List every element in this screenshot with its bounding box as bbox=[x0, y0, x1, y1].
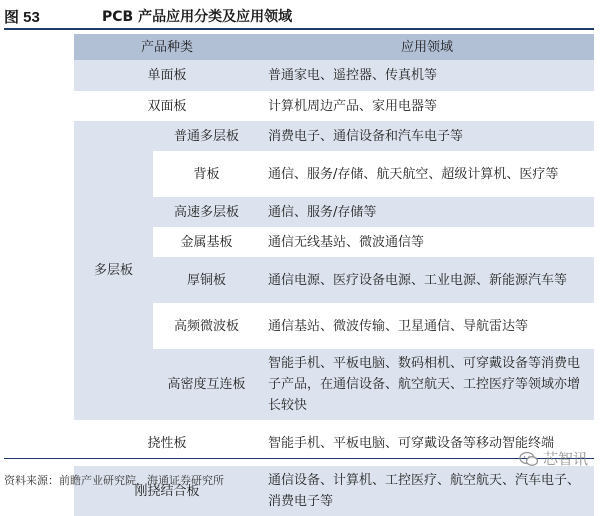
category-cell: 双面板 bbox=[74, 91, 260, 121]
category-cell: 普通多层板 bbox=[153, 121, 260, 151]
application-cell: 智能手机、平板电脑、数码相机、可穿戴设备等消费电子产品，在通信设备、航空航天、工控医疗等领域亦增长较快 bbox=[260, 349, 594, 420]
category-cell: 高密度互连板 bbox=[153, 349, 260, 420]
application-cell: 智能手机、平板电脑、可穿戴设备等移动智能终端 bbox=[260, 420, 594, 466]
table-row bbox=[74, 60, 594, 91]
category-cell: 高速多层板 bbox=[153, 197, 260, 227]
application-cell: 通信基站、微波传输、卫星通信、导航雷达等 bbox=[260, 303, 594, 349]
application-cell: 普通家电、遥控器、传真机等 bbox=[260, 60, 594, 91]
category-cell: 挠性板 bbox=[74, 420, 260, 466]
source-note: 资料来源：前瞻产业研究院，海通证券研究所 bbox=[4, 474, 224, 487]
category-cell: 单面板 bbox=[74, 60, 260, 91]
application-cell: 通信、服务/存储、航天航空、超级计算机、医疗等 bbox=[260, 151, 594, 197]
category-cell: 刚挠结合板 bbox=[74, 466, 260, 516]
figure-footer bbox=[4, 450, 594, 492]
application-cell: 计算机周边产品、家用电器等 bbox=[260, 91, 594, 121]
table-row bbox=[74, 121, 594, 151]
table-row bbox=[74, 91, 594, 121]
footer-divider bbox=[4, 458, 594, 459]
watermark-text: 芯智讯 bbox=[542, 450, 588, 468]
header-product-type: 产品种类 bbox=[74, 34, 260, 60]
application-cell: 通信无线基站、微波通信等 bbox=[260, 227, 594, 257]
category-cell: 背板 bbox=[153, 151, 260, 197]
application-cell: 通信设备、计算机、工控医疗、航空航天、汽车电子、消费电子等 bbox=[260, 466, 594, 516]
category-cell: 金属基板 bbox=[153, 227, 260, 257]
category-cell: 厚铜板 bbox=[153, 257, 260, 303]
wechat-icon bbox=[519, 451, 539, 467]
application-cell: 通信、服务/存储等 bbox=[260, 197, 594, 227]
pcb-classification-table bbox=[74, 34, 594, 516]
table-header-row bbox=[74, 34, 594, 60]
figure-header bbox=[4, 4, 594, 30]
application-cell: 通信电源、医疗设备电源、工业电源、新能源汽车等 bbox=[260, 257, 594, 303]
figure-title: PCB 产品应用分类及应用领域 bbox=[102, 9, 293, 25]
figure-number: 图 53 bbox=[4, 9, 40, 26]
watermark bbox=[519, 448, 588, 469]
application-cell: 消费电子、通信设备和汽车电子等 bbox=[260, 121, 594, 151]
multilayer-group-label: 多层板 bbox=[74, 121, 153, 420]
header-application-field: 应用领域 bbox=[260, 34, 594, 60]
category-cell: 高频微波板 bbox=[153, 303, 260, 349]
